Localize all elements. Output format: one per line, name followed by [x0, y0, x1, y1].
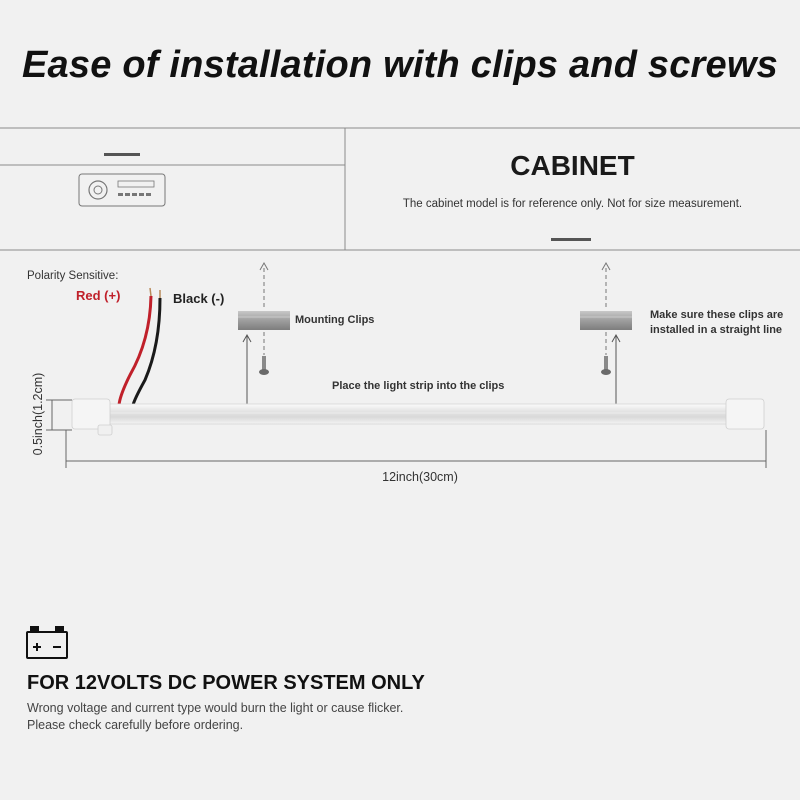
door-handle-left — [104, 153, 140, 156]
screw-left-icon — [259, 332, 269, 375]
install-arrow-left — [243, 335, 251, 404]
clip-alignment-note: Make sure these clips are installed in a straight line — [650, 309, 784, 336]
car-battery-icon — [27, 627, 67, 658]
black-wire-label: Black (-) — [173, 291, 225, 306]
polarity-label: Polarity Sensitive: — [27, 270, 119, 282]
car-stereo-icon — [79, 174, 165, 206]
led-light-strip — [72, 399, 764, 429]
power-system-title: FOR 12VOLTS DC POWER SYSTEM ONLY — [27, 672, 425, 694]
power-switch[interactable] — [98, 425, 112, 435]
placement-note: Place the light strip into the clips — [332, 380, 505, 392]
cabinet-note: The cabinet model is for reference only. Not for size measurement. — [402, 198, 743, 210]
width-dimension-line — [66, 430, 766, 468]
height-dimension-label: 0.5inch(1.2cm) — [31, 372, 45, 456]
mounting-clip-left — [238, 263, 290, 330]
install-arrow-right — [612, 335, 620, 404]
red-wire — [119, 288, 151, 405]
red-wire-label: Red (+) — [76, 288, 121, 303]
width-dimension-label: 12inch(30cm) — [382, 470, 458, 484]
page-title: Ease of installation with clips and screws — [22, 44, 778, 86]
warning-text-line2: Please check carefully before ordering. — [27, 718, 244, 732]
cabinet-outline — [0, 128, 800, 250]
warning-text-line1: Wrong voltage and current type would burn the light or cause flicker. — [27, 701, 404, 715]
black-wire — [133, 290, 160, 405]
mounting-clips-label: Mounting Clips — [295, 314, 375, 326]
mounting-clip-right — [580, 263, 632, 330]
height-dimension-line — [46, 400, 72, 430]
screw-right-icon — [601, 332, 611, 375]
door-handle-right — [551, 238, 591, 241]
cabinet-title: CABINET — [510, 150, 635, 181]
